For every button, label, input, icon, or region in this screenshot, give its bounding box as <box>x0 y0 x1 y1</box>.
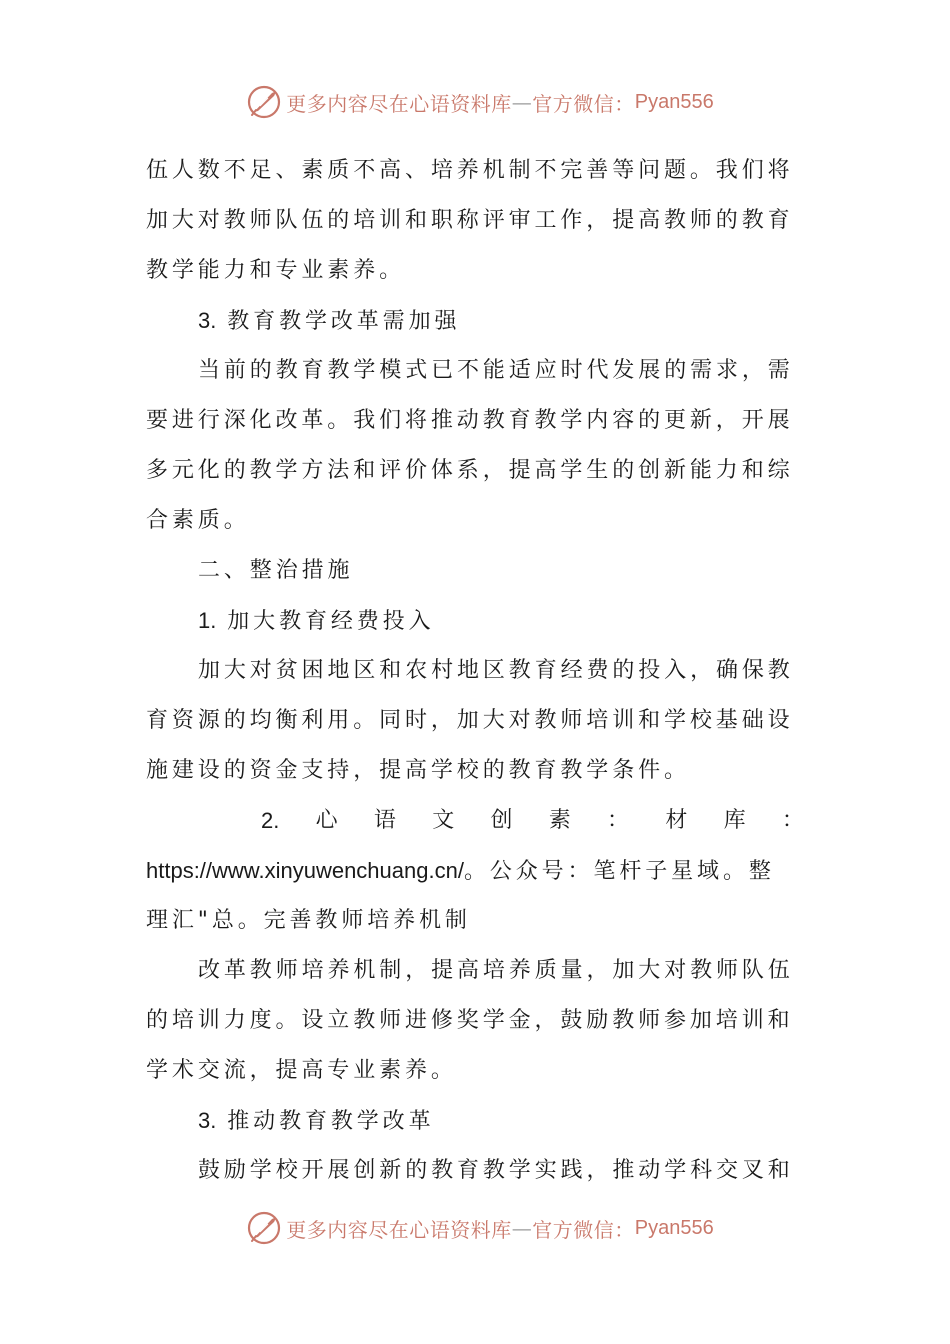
footer-wechat-account: Pyan556 <box>634 1216 714 1239</box>
section-heading: 二、整治措施 <box>198 558 354 583</box>
subheading-number: 1. <box>198 608 217 633</box>
subheading-text: 教育教学改革需加强 <box>227 309 461 334</box>
footer-wechat-label: 官方微信： <box>532 1217 635 1242</box>
header-banner <box>0 82 950 122</box>
header-banner-inner <box>246 84 713 120</box>
paragraph-line: 育资源的均衡利用。同时，加大对教师培训和学校基础设 <box>146 708 794 733</box>
footer-banner <box>0 1208 950 1248</box>
website-url: https://www.xinyuwenchuang.cn/ <box>146 858 464 883</box>
paragraph-line: 当前的教育教学模式已不能适应时代发展的需求，需 <box>198 358 794 383</box>
url-line <box>146 846 804 896</box>
spread-token: 心 <box>315 808 338 833</box>
spread-token: ： <box>781 808 804 833</box>
footer-banner-inner <box>246 1210 713 1246</box>
paragraph-line: 教学能力和专业素养。 <box>146 258 406 283</box>
spread-token: 语 <box>373 808 396 833</box>
subheading-funding <box>146 596 804 646</box>
paragraph-line: 鼓励学校开展创新的教育教学实践，推动学科交叉和 <box>198 1158 794 1183</box>
header-slogan: 更多内容尽在心语资料库 <box>286 91 512 116</box>
paragraph-line: 加大对教师队伍的培训和职称评审工作，提高教师的教育 <box>146 208 794 233</box>
spread-token: 2. <box>261 808 280 833</box>
footer-separator: — <box>511 1216 533 1240</box>
paragraph-line: 伍人数不足、素质不高、培养机制不完善等问题。我们将 <box>146 158 794 183</box>
subheading-education-reform <box>146 296 804 346</box>
paragraph-line: 理汇"总。完善教师培养机制 <box>146 908 471 933</box>
document-body <box>146 146 804 1196</box>
quill-logo-icon <box>246 84 282 120</box>
spread-token: 创 <box>490 808 513 833</box>
header-wechat-label: 官方微信： <box>532 91 635 116</box>
footer-slogan: 更多内容尽在心语资料库 <box>286 1217 512 1242</box>
header-separator: — <box>511 90 533 114</box>
paragraph-text: 。公众号：笔杆子星域。整 <box>463 859 775 884</box>
header-wechat-account: Pyan556 <box>634 90 714 113</box>
spread-token: 材 <box>665 808 688 833</box>
subheading-text: 加大教育经费投入 <box>227 609 435 634</box>
spread-token: ： <box>607 808 630 833</box>
paragraph-line: 多元化的教学方法和评价体系，提高学生的创新能力和综 <box>146 458 794 483</box>
paragraph-line: 施建设的资金支持，提高学校的教育教学条件。 <box>146 758 690 783</box>
spread-token: 库 <box>723 808 746 833</box>
paragraph-line: 加大对贫困地区和农村地区教育经费的投入，确保教 <box>198 658 794 683</box>
quill-logo-icon <box>246 1210 282 1246</box>
paragraph-line: 学术交流，提高专业素养。 <box>146 1058 457 1083</box>
subheading-number: 3. <box>198 308 217 333</box>
spread-token: 文 <box>432 808 455 833</box>
subheading-text: 推动教育教学改革 <box>227 1109 435 1134</box>
subheading-number: 3. <box>198 1108 217 1133</box>
paragraph-line: 合素质。 <box>146 508 250 533</box>
subheading-promote-reform <box>146 1096 804 1146</box>
paragraph-line: 要进行深化改革。我们将推动教育教学内容的更新，开展 <box>146 408 794 433</box>
paragraph-line: 改革教师培养机制，提高培养质量，加大对教师队伍 <box>198 958 794 983</box>
spread-token: 素 <box>548 808 571 833</box>
justified-line <box>146 796 804 846</box>
paragraph-line: 的培训力度。设立教师进修奖学金，鼓励教师参加培训和 <box>146 1008 794 1033</box>
